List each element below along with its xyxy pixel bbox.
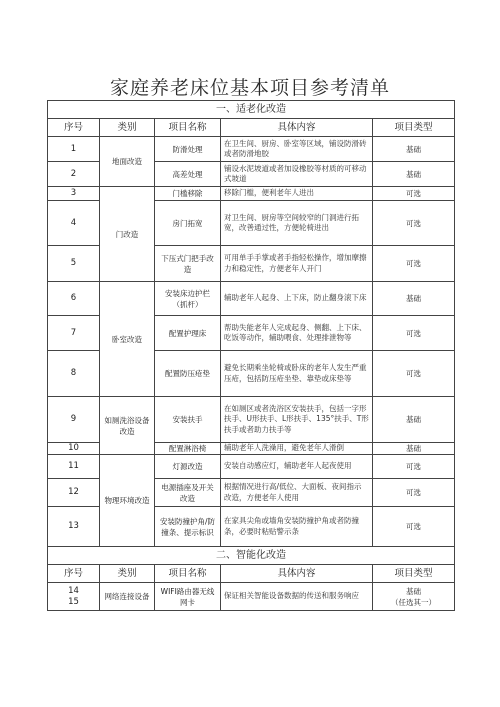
item-name: 安装床边护栏（抓杆） xyxy=(155,282,221,316)
item-content: 铺设水泥坡道或者加设橡胶等材质的可移动式坡道 xyxy=(221,162,373,187)
item-content: 避免长期乘坐轮椅或卧床的老年人发生严重压疮，包括防压疮坐垫、靠垫或床垫等 xyxy=(221,351,373,397)
header-content: 具体内容 xyxy=(221,565,373,583)
item-type: 基础 xyxy=(373,282,455,316)
item-content: 移除门槛，便利老年人进出 xyxy=(221,187,373,201)
item-type: 可选 xyxy=(373,507,455,547)
row-number: 10 xyxy=(48,443,100,455)
row-number: 13 xyxy=(48,507,100,547)
row-number: 4 xyxy=(48,201,100,246)
item-name: 安装防撞护角/防撞条、提示标识 xyxy=(155,507,221,547)
row-number: 7 xyxy=(48,316,100,351)
row-number: 3 xyxy=(48,187,100,201)
item-content: 保证相关智能设备数据的传送和服务响应 xyxy=(221,583,373,611)
section-header-aging-friendly: 一、适老化改造 xyxy=(48,101,455,119)
item-name: 防滑处理 xyxy=(155,137,221,162)
header-content: 具体内容 xyxy=(221,119,373,137)
item-type: 可选 xyxy=(373,351,455,397)
item-type-pair xyxy=(373,583,455,611)
item-content: 安装自动感应灯，辅助老年人起夜使用 xyxy=(221,455,373,479)
item-type: 可选 xyxy=(373,187,455,201)
table-header-row xyxy=(48,119,455,137)
row-number: 6 xyxy=(48,282,100,316)
item-type: 可选 xyxy=(373,246,455,282)
item-content: 在卫生间、厨房、卧室等区域，铺设防滑砖或者防滑地胶 xyxy=(221,137,373,162)
header-item-type: 项目类型 xyxy=(373,119,455,137)
item-type: 可选 xyxy=(373,201,455,246)
item-name: 灯源改造 xyxy=(155,455,221,479)
item-type: 基础 xyxy=(373,443,455,455)
table-row xyxy=(48,187,455,201)
item-content: 辅助老年人洗澡用，避免老年人滑倒 xyxy=(221,443,373,455)
category-cell: 如厕洗浴设备改造 xyxy=(100,397,155,455)
table-row xyxy=(48,583,455,611)
item-name: 配置防压疮垫 xyxy=(155,351,221,397)
category-cell: 卧室改造 xyxy=(100,282,155,397)
row-number-pair xyxy=(48,583,100,611)
category-cell: 物理环境改造 xyxy=(100,455,155,547)
row-number: 11 xyxy=(48,455,100,479)
category-cell: 门改造 xyxy=(100,187,155,282)
row-number: 5 xyxy=(48,246,100,282)
item-type: 基础 xyxy=(373,162,455,187)
header-category: 类别 xyxy=(100,119,155,137)
header-item-name: 项目名称 xyxy=(155,565,221,583)
header-item-type: 项目类型 xyxy=(373,565,455,583)
item-type-note: （任选其一） xyxy=(391,597,437,607)
row-number: 14 xyxy=(68,585,79,596)
item-type: 基础 xyxy=(406,586,422,596)
row-number: 1 xyxy=(48,137,100,162)
row-number: 2 xyxy=(48,162,100,187)
item-content: 在家具尖角或墙角安装防撞护角或者防撞条，必要时粘贴警示条 xyxy=(221,507,373,547)
item-name: WIFI路由器无线网卡 xyxy=(155,583,221,611)
item-type: 基础 xyxy=(373,137,455,162)
page-title: 家庭养老床位基本项目参考清单 xyxy=(109,77,390,99)
header-number: 序号 xyxy=(48,119,100,137)
item-content: 可用单手手掌或者手指轻松操作，增加摩擦力和稳定性，方便老年人开门 xyxy=(221,246,373,282)
item-name: 房门拓宽 xyxy=(155,201,221,246)
table-row xyxy=(48,282,455,316)
item-name: 配置护理床 xyxy=(155,316,221,351)
section-header-smart: 二、智能化改造 xyxy=(48,547,455,565)
table-row xyxy=(48,397,455,443)
row-number: 15 xyxy=(68,596,79,607)
row-number: 8 xyxy=(48,351,100,397)
table-row xyxy=(48,137,455,162)
table-header-row xyxy=(48,565,455,583)
item-name: 配置淋浴椅 xyxy=(155,443,221,455)
item-type: 可选 xyxy=(373,479,455,507)
item-type: 可选 xyxy=(373,455,455,479)
item-name: 电源插座及开关改造 xyxy=(155,479,221,507)
category-cell: 地面改造 xyxy=(100,137,155,187)
item-content: 在如厕区或者洗浴区安装扶手，包括一字形扶手、U形扶手、L形扶手、135°扶手、T形扶手或者助力扶手等 xyxy=(221,397,373,443)
item-content: 帮助失能老年人完成起身、侧翻、上下床、吃饭等动作，辅助喂食、处理排泄物等 xyxy=(221,316,373,351)
row-number: 12 xyxy=(48,479,100,507)
category-cell: 网络连接设备 xyxy=(100,583,155,611)
reference-table xyxy=(47,100,455,611)
header-number: 序号 xyxy=(48,565,100,583)
item-content: 辅助老年人起身、上下床，防止翻身滚下床 xyxy=(221,282,373,316)
item-name: 高差处理 xyxy=(155,162,221,187)
header-item-name: 项目名称 xyxy=(155,119,221,137)
table-row xyxy=(48,455,455,479)
item-content: 对卫生间、厨房等空间较窄的门洞进行拓宽，改善通过性，方便轮椅进出 xyxy=(221,201,373,246)
item-type: 基础 xyxy=(373,397,455,443)
item-type: 可选 xyxy=(373,316,455,351)
item-name: 门槛移除 xyxy=(155,187,221,201)
item-content: 根据情况进行高/低位、大面板、夜间指示改造，方便老年人使用 xyxy=(221,479,373,507)
header-category: 类别 xyxy=(100,565,155,583)
item-name: 下压式门把手改造 xyxy=(155,246,221,282)
row-number: 9 xyxy=(48,397,100,443)
item-name: 安装扶手 xyxy=(155,397,221,443)
